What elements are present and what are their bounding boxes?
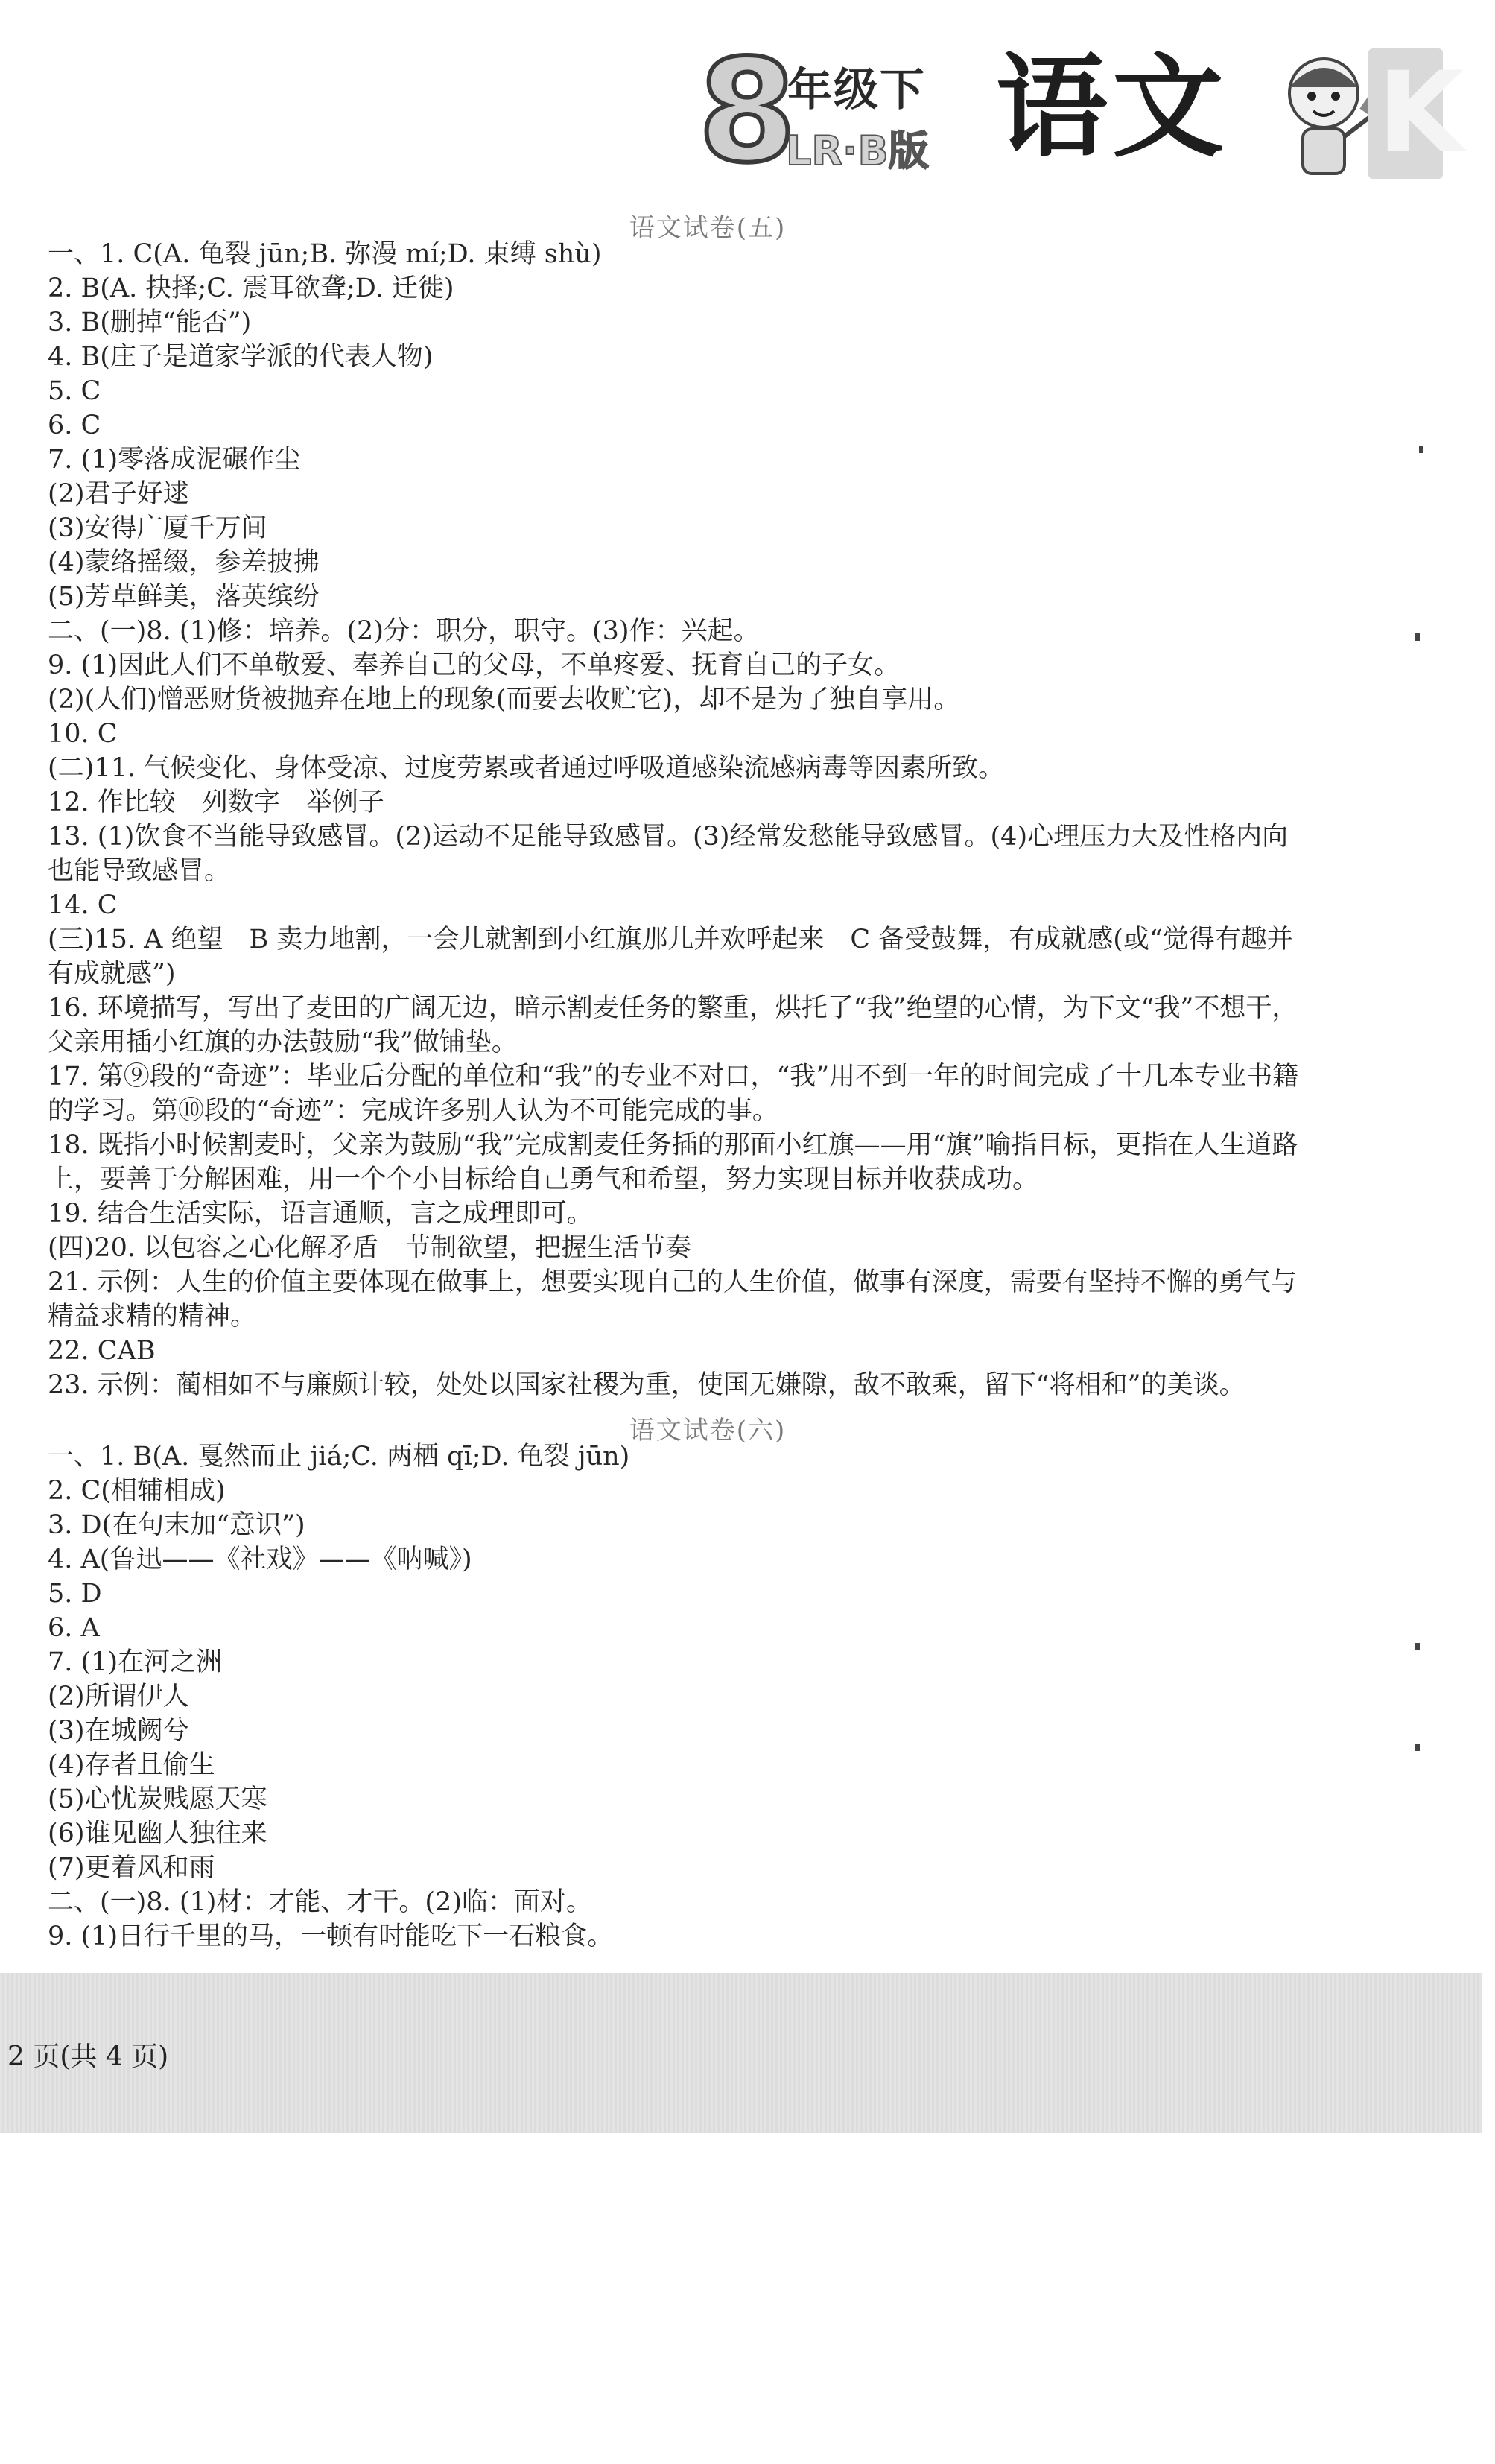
book-logo bbox=[698, 29, 1464, 194]
answer-line: 二、(一)8. (1)修：培养。(2)分：职分，职守。(3)作：兴起。 bbox=[48, 616, 760, 646]
answer-line: 12. 作比较 列数字 举例子 bbox=[48, 788, 384, 817]
answer-line: (2)所谓伊人 bbox=[48, 1682, 189, 1711]
answer-line: 4. A(鲁迅——《社戏》——《呐喊》) bbox=[48, 1545, 472, 1574]
answer-line: 7. (1)在河之洲 bbox=[48, 1647, 223, 1677]
grade-number: 8 bbox=[698, 29, 797, 194]
answer-line: 二、(一)8. (1)材：才能、才干。(2)临：面对。 bbox=[48, 1887, 592, 1917]
k-letter: K bbox=[1377, 48, 1464, 178]
answer-line: (3)安得广厦千万间 bbox=[48, 513, 267, 543]
scan-speck bbox=[1415, 1744, 1420, 1751]
answer-line: 3. B(删掉“能否”) bbox=[48, 308, 252, 338]
answer-line: (6)谁见幽人独往来 bbox=[48, 1819, 267, 1849]
footer-band bbox=[0, 1973, 1482, 2133]
answer-line: 14. C bbox=[48, 890, 118, 920]
answer-line: (5)心忧炭贱愿天寒 bbox=[48, 1784, 267, 1814]
answer-line: 2. C(相辅相成) bbox=[48, 1476, 226, 1506]
scan-speck bbox=[1415, 633, 1420, 641]
answer-line: 6. C bbox=[48, 411, 101, 440]
grade-label: 年级下 bbox=[787, 64, 926, 116]
edition-label: LR·B版 bbox=[786, 127, 929, 174]
answer-line: 23. 示例：蔺相如不与廉颇计较，处处以国家社稷为重，使国无嫌隙，敌不敢乘，留下“将相和”的美谈。 bbox=[48, 1370, 1245, 1400]
answer-line: 5. D bbox=[48, 1579, 102, 1609]
answer-line: (3)在城阙兮 bbox=[48, 1716, 189, 1746]
answer-line: 一、1. C(A. 龟裂 jūn;B. 弥漫 mí;D. 束缚 shù) bbox=[48, 239, 602, 269]
section-title-6: 语文试卷(六) bbox=[629, 1416, 787, 1445]
answer-line: 2. B(A. 抉择;C. 震耳欲聋;D. 迁徙) bbox=[48, 273, 454, 303]
scan-speck bbox=[1415, 1643, 1420, 1650]
answer-line: 17. 第⑨段的“奇迹”：毕业后分配的单位和“我”的专业不对口，“我”用不到一年的时间完成了十几本专业书籍的学习。第⑩段的“奇迹”：完成许多别人认为不可能完成的事。 bbox=[48, 1062, 1299, 1126]
answer-line: 10. C bbox=[48, 719, 118, 749]
answer-line: (4)蒙络摇缀，参差披拂 bbox=[48, 548, 320, 577]
mascot-icon bbox=[1264, 41, 1383, 190]
answer-line: 16. 环境描写，写出了麦田的广阔无边，暗示割麦任务的繁重，烘托了“我”绝望的心情，为下文“我”不想干，父亲用插小红旗的办法鼓励“我”做铺垫。 bbox=[48, 993, 1298, 1057]
section-6-answers bbox=[48, 1440, 1314, 1954]
section-title-5: 语文试卷(五) bbox=[629, 213, 787, 243]
answer-line: 9. (1)日行千里的马，一顿有时能吃下一石粮食。 bbox=[48, 1922, 614, 1951]
answer-line: 一、1. B(A. 戛然而止 jiá;C. 两栖 qī;D. 龟裂 jūn) bbox=[48, 1442, 630, 1472]
answer-line: (4)存者且偷生 bbox=[48, 1750, 215, 1780]
answer-line: (三)15. A 绝望 B 卖力地割，一会儿就割到小红旗那儿并欢呼起来 C 备受鼓舞，有成就感(或“觉得有趣并有成就感”) bbox=[48, 925, 1293, 989]
answer-line: (四)20. 以包容之心化解矛盾 节制欲望，把握生活节奏 bbox=[48, 1233, 692, 1263]
k-brand-mark bbox=[1368, 48, 1464, 179]
answer-line: 5. C bbox=[48, 376, 101, 406]
answer-line: (二)11. 气候变化、身体受凉、过度劳累或者通过呼吸道感染流感病毒等因素所致。 bbox=[48, 753, 1005, 783]
answer-line: 9. (1)因此人们不单敬爱、奉养自己的父母，不单疼爱、抚育自己的子女。 bbox=[48, 650, 901, 680]
answer-line: 18. 既指小时候割麦时，父亲为鼓励“我”完成割麦任务插的那面小红旗——用“旗”喻指目标，更指在人生道路上，要善于分解困难，用一个个小目标给自己勇气和希望，努力实现目标并收获成功。 bbox=[48, 1130, 1298, 1194]
answer-line: (2)君子好逑 bbox=[48, 479, 189, 509]
answer-line: (7)更着风和雨 bbox=[48, 1853, 215, 1883]
section-5-answers bbox=[48, 237, 1314, 1402]
answer-line: 6. A bbox=[48, 1613, 100, 1643]
answer-line: 19. 结合生活实际，语言通顺，言之成理即可。 bbox=[48, 1199, 593, 1229]
page-number: 2 页(共 4 页) bbox=[7, 2042, 169, 2072]
scan-speck bbox=[1419, 446, 1423, 453]
answer-line: 13. (1)饮食不当能导致感冒。(2)运动不足能导致感冒。(3)经常发愁能导致感冒。(4)心理压力大及性格内向也能导致感冒。 bbox=[48, 822, 1289, 886]
answer-line: 4. B(庄子是道家学派的代表人物) bbox=[48, 342, 434, 372]
answer-line: 22. CAB bbox=[48, 1336, 156, 1366]
answer-line: (5)芳草鲜美，落英缤纷 bbox=[48, 582, 320, 612]
answer-line: 21. 示例：人生的价值主要体现在做事上，想要实现自己的人生价值，做事有深度，需要有坚持不懈的勇气与精益求精的精神。 bbox=[48, 1267, 1297, 1331]
answer-line: 3. D(在句末加“意识”) bbox=[48, 1510, 305, 1540]
subject-title: 语文 bbox=[996, 43, 1229, 173]
answer-line: 7. (1)零落成泥碾作尘 bbox=[48, 445, 301, 475]
answer-line: (2)(人们)憎恶财货被抛弃在地上的现象(而要去收贮它)，却不是为了独自享用。 bbox=[48, 685, 960, 715]
